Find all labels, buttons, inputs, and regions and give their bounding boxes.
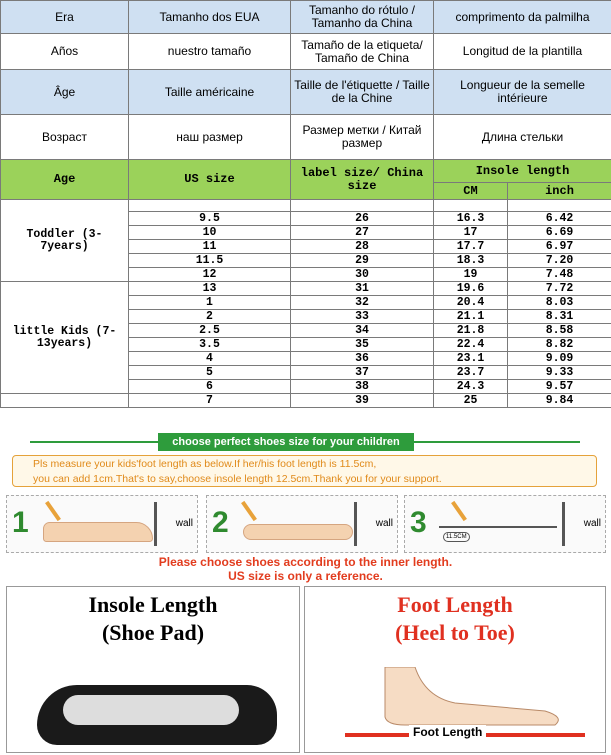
us-size-cell: 10 [129, 226, 291, 240]
measure-tag: 11.5CM [443, 532, 470, 542]
blank-cell [129, 200, 291, 212]
language-cell: Taille de l'étiquette / Taille de la Chine [291, 70, 434, 115]
language-cell: Âge [1, 70, 129, 115]
pen-icon [451, 501, 467, 521]
group-label-toddler: Toddler (3-7years) [1, 200, 129, 282]
foot-length-panel [304, 586, 606, 753]
insole-cm-cell: 24.3 [434, 380, 508, 394]
insole-inch-cell: 9.57 [508, 380, 611, 394]
label-size-cell: 28 [291, 240, 434, 254]
step-1 [6, 495, 198, 553]
table-row [1, 282, 611, 296]
insole-inch-cell: 6.69 [508, 226, 611, 240]
blank-cell [1, 394, 129, 408]
insole-inch-cell: 6.42 [508, 212, 611, 226]
insole-inch-cell: 8.82 [508, 338, 611, 352]
group-label-little-kids: little Kids (7-13years) [1, 282, 129, 394]
us-size-cell: 2 [129, 310, 291, 324]
insole-cm-cell: 20.4 [434, 296, 508, 310]
foot-top-icon [243, 524, 353, 540]
insole-inch-cell: 8.03 [508, 296, 611, 310]
us-size-cell: 7 [129, 394, 291, 408]
language-cell: nuestro tamaño [129, 34, 291, 70]
insole-cm-cell: 17.7 [434, 240, 508, 254]
language-cell: Возраст [1, 115, 129, 160]
header-cm: CM [434, 183, 508, 200]
language-cell: comprimento da palmilha [434, 1, 611, 34]
label-size-cell: 35 [291, 338, 434, 352]
measure-note-line-1: Pls measure your kids'foot length as below.If her/his foot length is 11.5cm, [33, 458, 377, 470]
insole-cm-cell: 19.6 [434, 282, 508, 296]
insole-cm-cell: 22.4 [434, 338, 508, 352]
guide-banner: choose perfect shoes size for your children [158, 433, 414, 451]
language-cell: Tamaño de la etiqueta/ Tamaño de China [291, 34, 434, 70]
us-size-cell: 1 [129, 296, 291, 310]
label-size-cell: 31 [291, 282, 434, 296]
wall-icon [562, 502, 565, 546]
insole-inch-cell: 9.84 [508, 394, 611, 408]
step-3 [404, 495, 606, 553]
insole-cm-cell: 17 [434, 226, 508, 240]
us-size-cell: 6 [129, 380, 291, 394]
insole-inch-cell: 7.20 [508, 254, 611, 268]
label-size-cell: 30 [291, 268, 434, 282]
language-cell: Longueur de la semelle intérieure [434, 70, 611, 115]
label-size-cell: 34 [291, 324, 434, 338]
label-size-cell: 38 [291, 380, 434, 394]
label-size-cell: 26 [291, 212, 434, 226]
header-insole-length: Insole length [434, 160, 611, 183]
us-size-cell: 3.5 [129, 338, 291, 352]
foot-icon [365, 667, 565, 727]
header-label-size: label size/ China size [291, 160, 434, 200]
measure-note-line-2: you can add 1cm.That's to say,choose insole length 12.5cm.Thank you for your support. [33, 473, 442, 485]
warning-line-2: US size is only a reference. [228, 569, 383, 583]
insole-inch-cell: 8.31 [508, 310, 611, 324]
language-cell: Años [1, 34, 129, 70]
step-1-number: 1 [12, 506, 29, 539]
step-2-number: 2 [212, 506, 229, 539]
insole-inch-cell: 8.58 [508, 324, 611, 338]
insole-cm-cell: 21.1 [434, 310, 508, 324]
insole-length-panel [6, 586, 300, 753]
insole-cm-cell: 19 [434, 268, 508, 282]
foot-title: Foot Length [397, 592, 513, 617]
measure-guide [0, 425, 611, 755]
insole-inch-cell: 6.97 [508, 240, 611, 254]
label-size-cell: 29 [291, 254, 434, 268]
language-cell: Tamanho do rótulo / Tamanho da China [291, 1, 434, 34]
language-row [1, 70, 611, 115]
us-size-cell: 2.5 [129, 324, 291, 338]
step-2-wall-label: wall [375, 518, 393, 529]
insole-subtitle: (Shoe Pad) [101, 620, 205, 645]
language-row [1, 115, 611, 160]
blank-cell [508, 200, 611, 212]
pen-icon [45, 501, 61, 521]
wall-icon [354, 502, 357, 546]
insole-cm-cell: 25 [434, 394, 508, 408]
us-size-cell: 9.5 [129, 212, 291, 226]
us-size-cell: 13 [129, 282, 291, 296]
foot-side-icon [43, 522, 153, 542]
label-size-cell: 33 [291, 310, 434, 324]
shoe-pad-icon [63, 695, 239, 725]
step-3-number: 3 [410, 506, 427, 539]
header-inch: inch [508, 183, 611, 200]
step-3-wall-label: wall [583, 518, 601, 529]
language-cell: наш размер [129, 115, 291, 160]
step-2 [206, 495, 398, 553]
language-cell: Tamanho dos EUA [129, 1, 291, 34]
ruler-icon [439, 526, 557, 528]
foot-length-label: Foot Length [409, 725, 486, 739]
label-size-cell: 36 [291, 352, 434, 366]
us-size-cell: 11.5 [129, 254, 291, 268]
language-cell: Taille américaine [129, 70, 291, 115]
pen-icon [241, 501, 257, 521]
us-size-cell: 11 [129, 240, 291, 254]
insole-inch-cell: 7.72 [508, 282, 611, 296]
header-age: Age [1, 160, 129, 200]
blank-cell [291, 200, 434, 212]
us-size-cell: 12 [129, 268, 291, 282]
header-us-size: US size [129, 160, 291, 200]
label-size-cell: 27 [291, 226, 434, 240]
header-row [1, 160, 611, 183]
wall-icon [154, 502, 157, 546]
insole-inch-cell: 9.33 [508, 366, 611, 380]
insole-cm-cell: 23.1 [434, 352, 508, 366]
insole-title: Insole Length [88, 592, 218, 617]
insole-cm-cell: 16.3 [434, 212, 508, 226]
insole-inch-cell: 7.48 [508, 268, 611, 282]
blank-cell [434, 200, 508, 212]
banner-line-left [30, 441, 158, 443]
banner-line-right [414, 441, 580, 443]
language-cell: Длина стельки [434, 115, 611, 160]
us-size-cell: 4 [129, 352, 291, 366]
language-cell: Размер метки / Китай размер [291, 115, 434, 160]
us-size-cell: 5 [129, 366, 291, 380]
language-row [1, 34, 611, 70]
table-row [1, 394, 611, 408]
blank-row [1, 200, 611, 212]
language-cell: Longitud de la plantilla [434, 34, 611, 70]
label-size-cell: 37 [291, 366, 434, 380]
label-size-cell: 39 [291, 394, 434, 408]
label-size-cell: 32 [291, 296, 434, 310]
step-1-wall-label: wall [175, 518, 193, 529]
language-cell: Era [1, 1, 129, 34]
insole-cm-cell: 21.8 [434, 324, 508, 338]
language-row [1, 1, 611, 34]
measure-note [12, 455, 597, 487]
foot-subtitle: (Heel to Toe) [395, 620, 515, 645]
insole-cm-cell: 23.7 [434, 366, 508, 380]
insole-inch-cell: 9.09 [508, 352, 611, 366]
insole-cm-cell: 18.3 [434, 254, 508, 268]
warning-line-1: Please choose shoes according to the inner length. [158, 555, 453, 569]
